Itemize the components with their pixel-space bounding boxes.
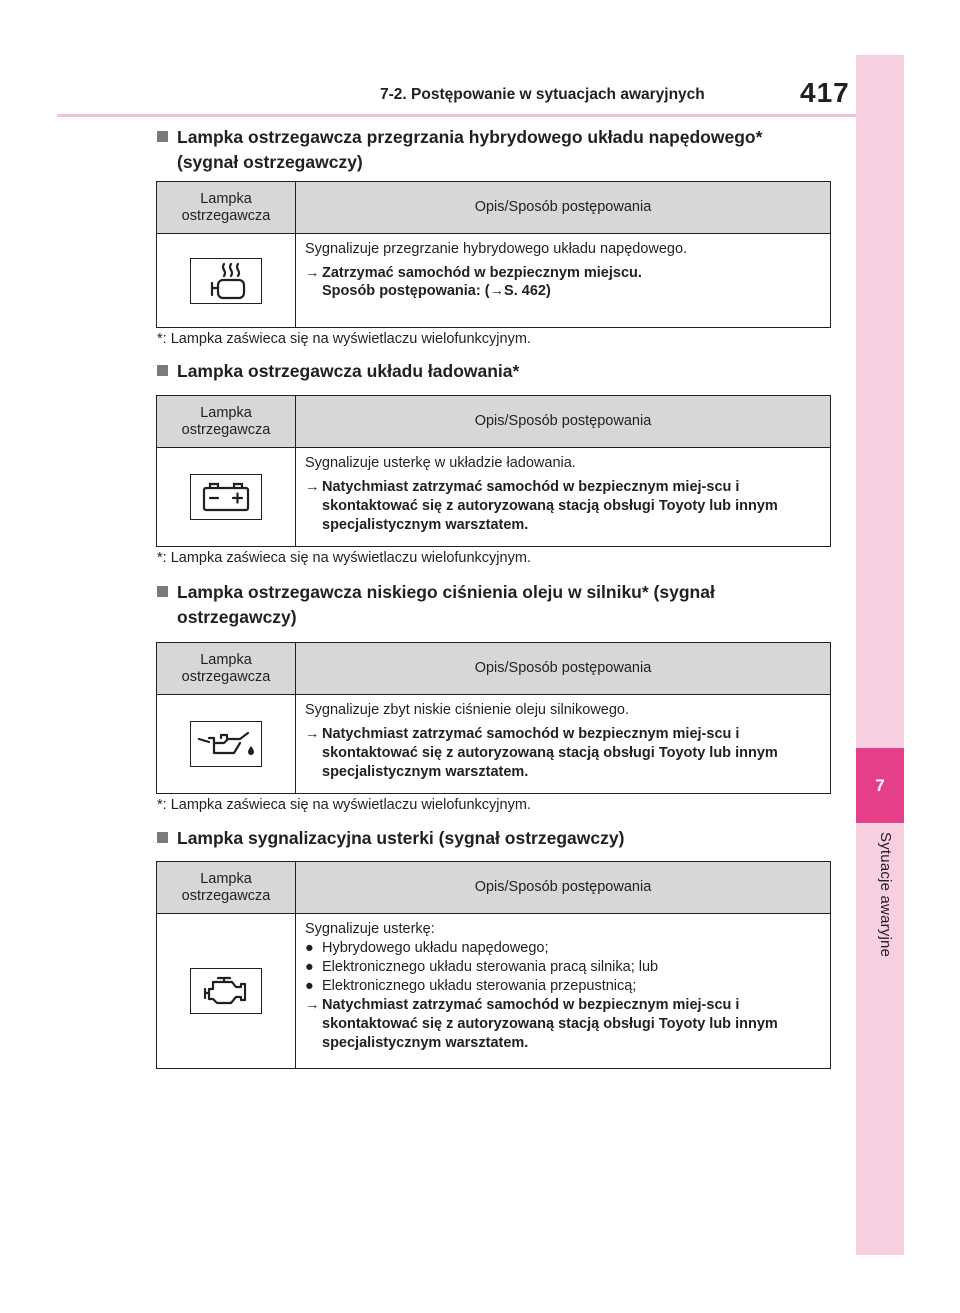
page-number: 417	[800, 77, 850, 108]
section-square-icon	[157, 586, 168, 597]
check-engine-icon	[190, 968, 262, 1014]
warning-table-malfunction	[156, 861, 831, 1069]
chapter-side-tab	[856, 55, 904, 1255]
chapter-number: 7	[856, 748, 904, 823]
page-reference: Sposób postępowania: (→S. 462)	[322, 283, 551, 299]
oil-pressure-can-icon	[190, 721, 262, 767]
table-header-lamp: Lampka ostrzegawcza	[157, 643, 296, 695]
section-square-icon	[157, 365, 168, 376]
table-header-desc: Opis/Sposób postępowania	[296, 182, 831, 234]
footnote: *: Lampka zaświeca się na wyświetlaczu wielofunkcyjnym.	[157, 797, 531, 813]
table-header-desc: Opis/Sposób postępowania	[296, 862, 831, 914]
table-header-desc: Opis/Sposób postępowania	[296, 643, 831, 695]
lamp-description: Sygnalizuje usterkę w układzie ładowania.	[305, 455, 576, 471]
list-item: ● Elektronicznego układu sterowania pracą silnika; lub	[305, 959, 659, 975]
section-square-icon	[157, 131, 168, 142]
lamp-description: Sygnalizuje zbyt niskie ciśnienie oleju silnikowego.	[305, 702, 630, 718]
charging-system-battery-icon	[190, 474, 262, 520]
action-instruction: → Natychmiast zatrzymać samochód w bezpiecznym miej-scu i skontaktować się z autoryzowaną stacją obsługi Toyoty lub innym specjalistycznym warsztatem.	[305, 997, 778, 1051]
footnote: *: Lampka zaświeca się na wyświetlaczu wielofunkcyjnym.	[157, 550, 531, 566]
list-item: ● Hybrydowego układu napędowego;	[305, 940, 549, 956]
table-header-lamp: Lampka ostrzegawcza	[157, 396, 296, 448]
section-heading-charging: Lampka ostrzegawcza układu ładowania*	[157, 359, 519, 384]
section-heading-malfunction: Lampka sygnalizacyjna usterki (sygnał ostrzegawczy)	[157, 826, 624, 851]
section-heading-overheat: Lampka ostrzegawcza przegrzania hybrydowego układu napędowego* (sygnał ostrzegawczy)	[157, 125, 762, 175]
header-rule	[57, 114, 856, 117]
section-heading-oil-pressure: Lampka ostrzegawcza niskiego ciśnienia oleju w silniku* (sygnał ostrzegawczy)	[157, 580, 715, 630]
warning-table-overheat	[156, 181, 831, 328]
running-header-title: 7-2. Postępowanie w sytuacjach awaryjnych	[380, 86, 705, 103]
section-square-icon	[157, 832, 168, 843]
chapter-title: Sytuacje awaryjne	[877, 832, 894, 958]
lamp-description: Sygnalizuje przegrzanie hybrydowego układu napędowego.	[305, 241, 688, 257]
list-item: ● Elektronicznego układu sterowania przepustnicą;	[305, 978, 637, 994]
hybrid-system-overheat-icon	[190, 258, 262, 304]
warning-table-oil-pressure	[156, 642, 831, 794]
warning-table-charging	[156, 395, 831, 547]
lamp-description: Sygnalizuje usterkę:	[305, 921, 435, 937]
table-header-lamp: Lampka ostrzegawcza	[157, 862, 296, 914]
action-instruction: → Natychmiast zatrzymać samochód w bezpiecznym miej-scu i skontaktować się z autoryzowaną stacją obsługi Toyoty lub innym specjalistycznym warsztatem.	[305, 726, 778, 780]
footnote: *: Lampka zaświeca się na wyświetlaczu wielofunkcyjnym.	[157, 331, 531, 347]
action-instruction: → Zatrzymać samochód w bezpiecznym miejscu.	[305, 265, 642, 281]
table-header-desc: Opis/Sposób postępowania	[296, 396, 831, 448]
action-instruction: → Natychmiast zatrzymać samochód w bezpiecznym miej-scu i skontaktować się z autoryzowaną stacją obsługi Toyoty lub innym specjalistycznym warsztatem.	[305, 479, 778, 533]
table-header-lamp: Lampka ostrzegawcza	[157, 182, 296, 234]
